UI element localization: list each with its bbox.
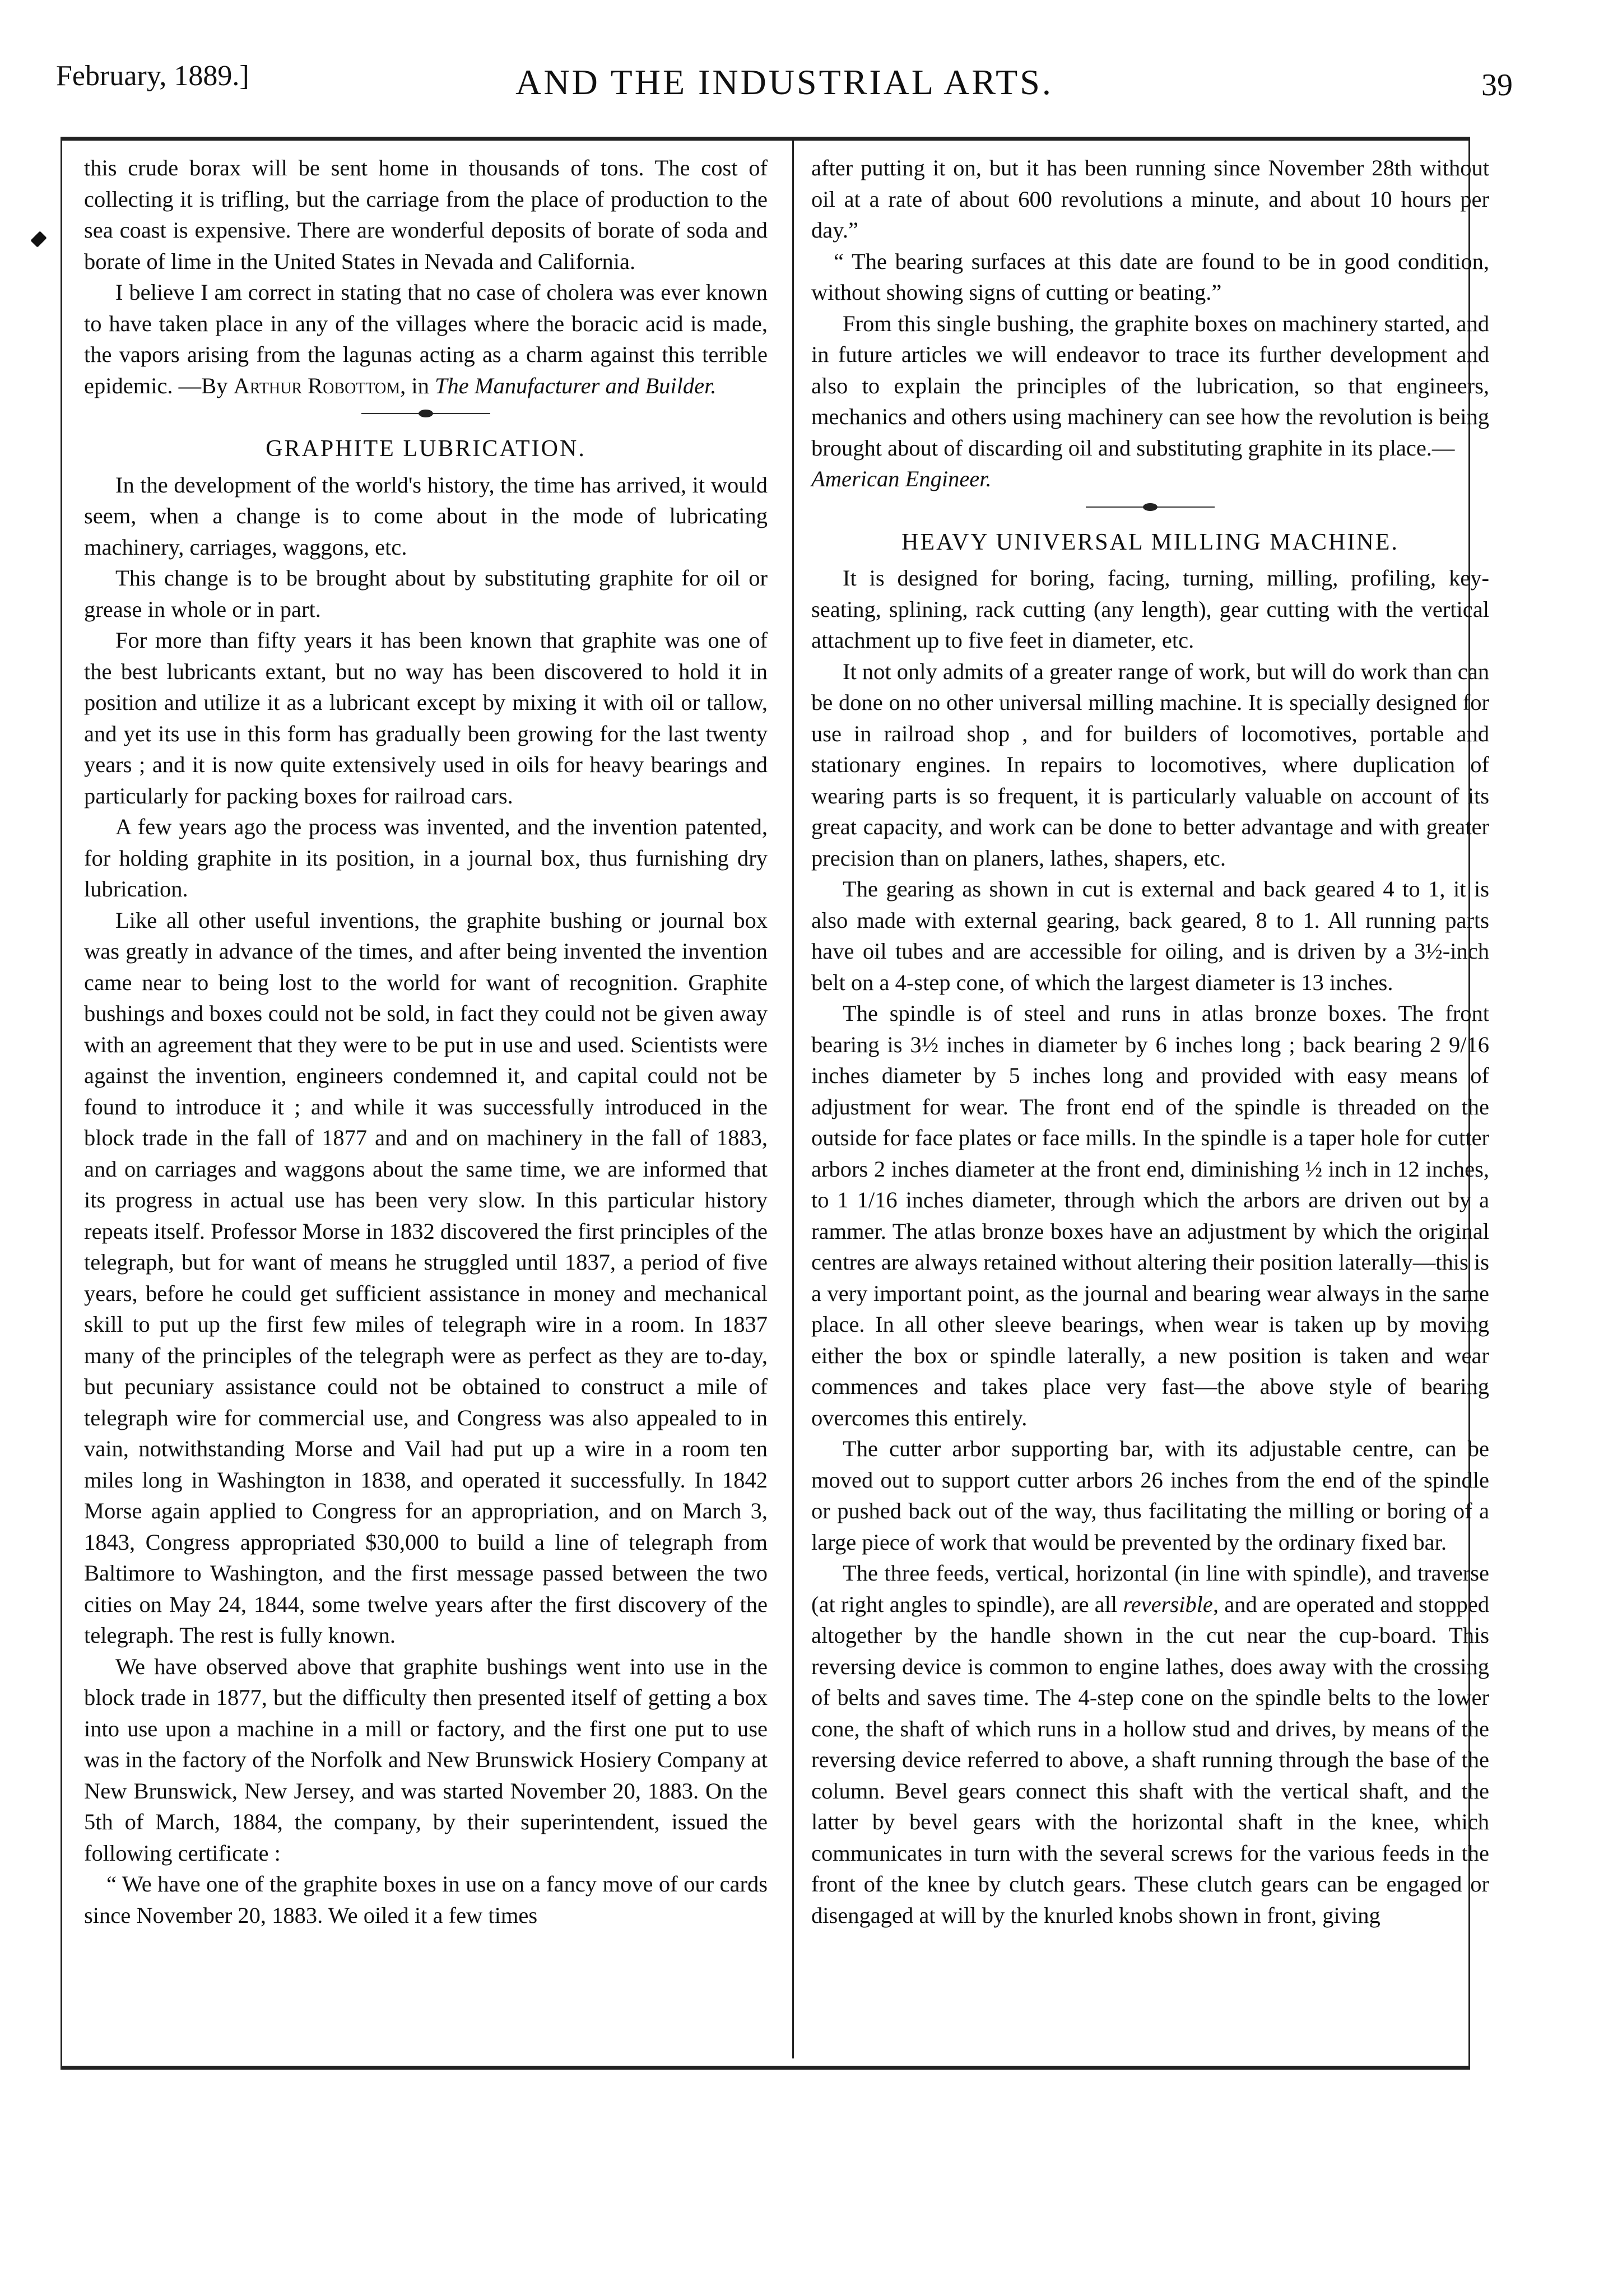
issue-date: February, 1889.] [56,60,249,92]
author-name: Arthur Robottom [233,373,401,398]
connector-text: , in [400,373,435,398]
source-title: American Engineer. [811,466,992,491]
paragraph: For more than fifty years it has been known that graphite was one of the best lubricants extant, but no way has been discovered to hold it in position and utilize it as a lubricant except by mixing it with oil or tallow, and yet its use in this form has gradually been growing for the last twenty years ; and it is now quite extensively used in oils for heavy bearings and particularly for packing boxes for railroad cars. [84,628,768,808]
paragraph: this crude borax will be sent home in thousands of tons. The cost of collecting it is trifling, but the carriage from the place of production to the sea coast is expensive. There are wonderful deposits of borate of soda and borate of lime in the United States in Nevada and California. [84,155,768,274]
paragraph: Like all other useful inventions, the graphite bushing or journal box was greatly in advance of the times, and after being invented the invention came near to being lost to the world for want of recognition. Graphite bushings and boxes could not be sold, in fact they could not be given away with an agreement that they were to be put in use and used. Scientists were against the invention, engineers condemned it, and capital could not be found to introduce it ; and while it was successfully introduced in the block trade in the fall of 1877 and and on machinery in the fall of 1883, and on carriages and waggons about the same time, we are informed that its progress in actual use has been very slow. In this particular history repeats itself. Professor Morse in 1832 discovered the first principles of the telegraph, but for want of means he struggled until 1837, a period of five years, before he could get sufficient assistance in money and mechanical skill to put up the first few miles of telegraph wire in a room. In 1837 many of the principles of the telegraph were as perfect as they are to-day, but pecuniary assistance could not be obtained to construct a mile of telegraph wire for commercial use, and Congress was also appealed to in vain, notwithstanding Morse and Vail had put up a wire in a room ten miles long in Washington in 1838, and operated it successfully. In 1842 Morse again applied to Congress for an appropriation, and on March 3, 1843, Congress appropriated $30,000 to build a line of telegraph from Baltimore to Washington, and the first message passed between the two cities on May 24, 1844, some twelve years after the first discovery of the telegraph. The rest is fully known. [84,907,768,1648]
emphasis-text: reversible, [1123,1591,1219,1617]
margin-mark-icon [30,231,47,247]
quotation: “ We have one of the graphite boxes in use on a fancy move of our cards since November 20, 1883. We oiled it a few times [84,1871,768,1928]
paragraph [811,1558,1489,1931]
paragraph-text: I believe I am correct in stating that no case of cholera was ever known to have taken place in any of the villages where the boracic acid is made, the vapors arising from the lagunas acting as a charm against this terrible epidemic. —By [84,280,768,398]
source-title: The Manufacturer and Builder. [435,373,717,398]
section-separator [84,401,768,426]
paragraph: This change is to be brought about by substituting graphite for oil or grease in whole or in part. [84,565,768,622]
article-heading: GRAPHITE LUBRICATION. [266,436,586,462]
page-header [56,56,1513,112]
paragraph: In the development of the world's history, the time has arrived, it would seem, when a change is to come about in the mode of lubricating machinery, carriages, waggons, etc. [84,472,768,560]
left-column [84,152,768,1931]
paragraph-text: and are operated and stopped altogether by the handle shown in the cut near the cup-board. This reversing device is common to engine lathes, does away with the crossing of belts and saves time. The 4-step cone on the spindle belts to the lower cone, the shaft of which runs in a hollow stud and drives, by means of the reversing device referred to above, a shaft running through the base of the column. Bevel gears connect this shaft with the vertical shaft, and the latter by bevel gears with the horizontal shaft in the knee, which communicates in turn with the several screws for the various feeds in the front of the knee by clutch gears. These clutch gears can be engaged or disengaged at will by the knurled knobs shown in front, giving [811,1591,1489,1928]
section-separator [811,495,1489,519]
right-column [811,152,1489,1931]
paragraph [811,308,1489,495]
paragraph: We have observed above that graphite bushings went into use in the block trade in 1877, but the difficulty then presented itself of getting a box into use upon a machine in a mill or factory, and the first one put to use was in the factory of the Norfolk and New Brunswick Hosiery Company at New Brunswick, New Jersey, and was started November 20, 1883. On the 5th of March, 1884, the company, by their superintendent, issued the following certificate : [84,1653,768,1866]
paragraph: The cutter arbor supporting bar, with its adjustable centre, can be moved out to support cutter arbors 26 inches from the end of the spindle or pushed back out of the way, thus facilitating the milling or boring of a large piece of work that would be prevented by the ordinary fixed bar. [811,1436,1489,1555]
paragraph-text: The three feeds, vertical, horizontal (in line with spindle), and traverse (at right angles to spindle), are all [811,1560,1489,1617]
running-title: AND THE INDUSTRIAL ARTS. [515,62,1053,102]
column-divider [792,140,794,2058]
quotation: “ The bearing surfaces at this date are found to be in good condition, without showing signs of cutting or beating.” [811,248,1489,305]
paragraph: A few years ago the process was invented, and the invention patented, for holding graphite in its position, in a journal box, thus furnishing dry lubrication. [84,814,768,901]
quotation: after putting it on, but it has been running since November 28th without oil at a rate of about 600 revolutions a minute, and about 10 hours per day.” [811,155,1489,243]
paragraph: The spindle is of steel and runs in atlas bronze boxes. The front bearing is 3½ inches in diameter by 6 inches long ; back bearing 2 9/16 inches diameter by 5 inches long and provided with easy means of adjustment for wear. The front end of the spindle is threaded on the outside for face plates or face mills. In the spindle is a taper hole for cutter arbors 2 inches diameter at the front end, diminishing ½ inch in 12 inches, to 1 1/16 inches diameter, through which the arbors are driven out by a rammer. The atlas bronze boxes have an adjustment by which the original centres are always retained without altering their position laterally—this is a very important point, as the journal and bearing wear always in the same place. In all other sleeve bearings, when wear is taken up by moving either the box or spindle laterally, a new position is taken and wear commences and takes place very fast—the above style of bearing overcomes this entirely. [811,1001,1489,1430]
article-heading: HEAVY UNIVERSAL MILLING MACHINE. [901,529,1399,555]
paragraph: It is designed for boring, facing, turning, milling, profiling, key-seating, splining, rack cutting (any length), gear cutting with the vertical attachment up to five feet in diameter, etc. [811,565,1489,653]
paragraph: It not only admits of a greater range of work, but will do work than can be done on no other universal milling machine. It is specially designed for use in railroad shop , and for builders of locomotives, portable and stationary engines. In repairs to locomotives, where duplication of wearing parts is so frequent, it is particularly valuable on account of its great capacity, and work can be done to better advantage and with greater precision than on planers, lathes, shapers, etc. [811,658,1489,871]
paragraph-text: From this single bushing, the graphite boxes on machinery started, and in future articles we will endeavor to trace its further development and also to explain the principles of the lubrication, so that engineers, mechanics and others using machinery can see how the revolution is being brought about of discarding oil and substituting graphite in its place.— [811,310,1489,461]
paragraph: The gearing as shown in cut is external and back geared 4 to 1, it is also made with external gearing, back geared, 8 to 1. All running parts have oil tubes and are accessible for oiling, and is driven by a 3½-inch belt on a 4-step cone, of which the largest diameter is 13 inches. [811,876,1489,995]
paragraph [84,277,768,401]
page-number: 39 [1481,68,1513,103]
